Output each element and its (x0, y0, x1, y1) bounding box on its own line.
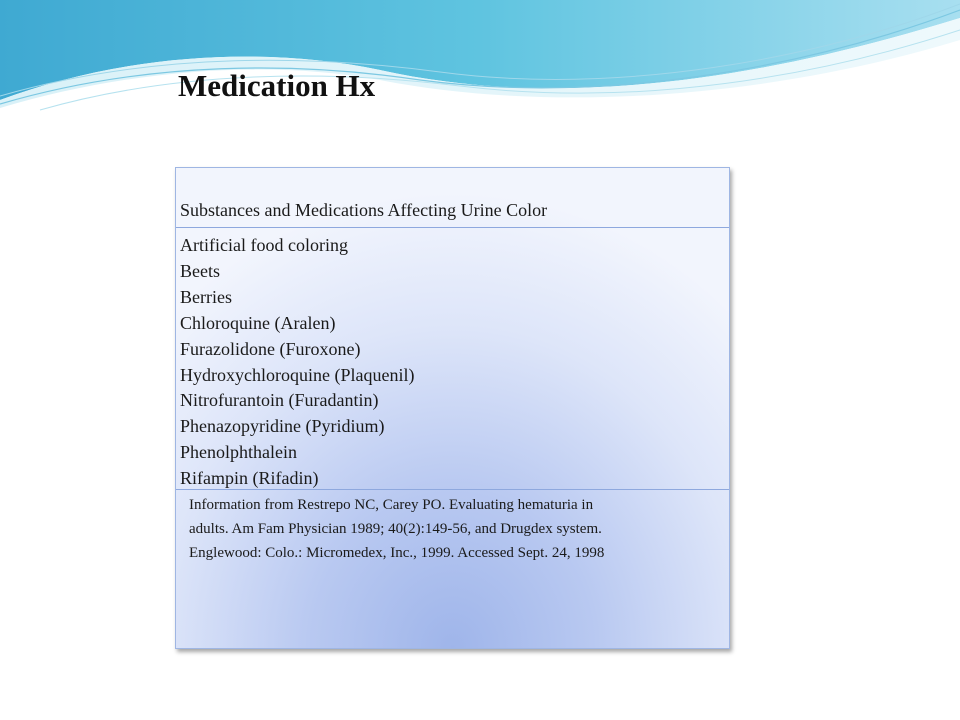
list-item: Phenazopyridine (Pyridium) (180, 416, 385, 437)
table-header-text: Substances and Medications Affecting Urine Color (180, 200, 548, 220)
list-item: Artificial food coloring (180, 235, 348, 255)
source-note-line: Information from Restrepo NC, Carey PO. Evaluating hematuria in (189, 497, 594, 513)
list-item: Beets (180, 260, 220, 281)
source-note-line: Englewood: Colo.: Micromedex, Inc., 1999. Accessed Sept. 24, 1998 (189, 545, 605, 561)
table-items-row (176, 228, 729, 490)
table-source-note-row (176, 490, 729, 648)
source-note-line: adults. Am Fam Physician 1989; 40(2):149-56, and Drugdex system. (189, 521, 602, 537)
substance-list (180, 233, 414, 492)
list-item: Furazolidone (Furoxone) (180, 338, 361, 359)
list-item: Nitrofurantoin (Furadantin) (180, 390, 379, 411)
source-note (189, 493, 734, 565)
list-item: Phenolphthalein (180, 442, 297, 463)
urine-color-table (175, 167, 730, 649)
list-item: Chloroquine (Aralen) (180, 312, 336, 333)
list-item: Rifampin (Rifadin) (180, 468, 319, 489)
list-item: Hydroxychloroquine (Plaquenil) (180, 364, 415, 385)
list-item: Berries (180, 286, 232, 307)
table-header-row (176, 168, 729, 228)
slide-title: Medication Hx (178, 68, 376, 103)
header-wave-decoration (0, 0, 960, 120)
